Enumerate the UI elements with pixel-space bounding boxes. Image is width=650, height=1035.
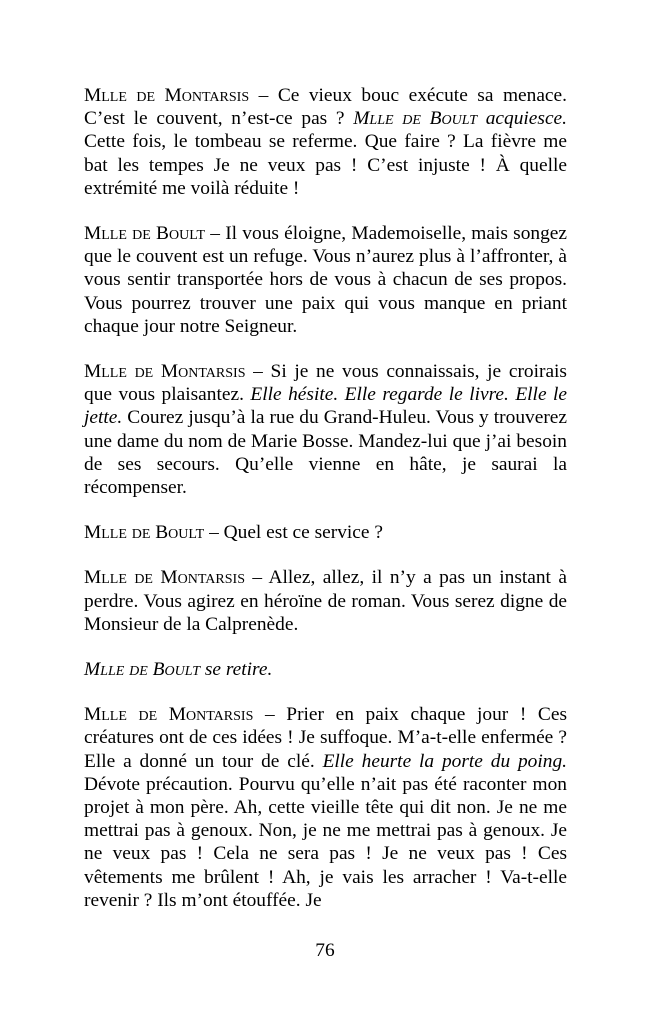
stage-direction: Elle heurte la porte du poing.	[322, 750, 568, 772]
stage-direction: acquiesce.	[477, 108, 568, 130]
paragraph	[84, 703, 567, 912]
speaker-separator: –	[249, 85, 278, 106]
stage-direction-name: Mlle de Boult	[84, 659, 200, 681]
stage-direction: Elle hésite. Elle regarde le livre. Elle le jette.	[84, 384, 568, 429]
text-block	[84, 84, 567, 934]
speaker-separator: –	[245, 361, 271, 383]
speaker-name: Mlle de Montarsis	[84, 361, 246, 383]
dialogue-text: Ce vieux bouc exécute sa menace. C’est le couvent, n’est-ce pas ?	[84, 85, 567, 130]
stage-direction: se retire.	[200, 659, 273, 681]
speaker-name: Mlle de Montarsis	[84, 567, 245, 589]
stage-direction-name: Mlle de Boult	[353, 108, 477, 130]
speaker-separator: –	[253, 704, 287, 726]
speaker-separator: –	[245, 567, 269, 589]
speaker-name: Mlle de Montarsis	[84, 704, 254, 726]
speaker-separator: –	[204, 522, 224, 544]
speaker-name: Mlle de Boult	[84, 223, 206, 245]
speaker-name: Mlle de Montarsis	[84, 85, 250, 106]
paragraph	[84, 658, 567, 681]
dialogue-text: Quel est ce service ?	[223, 522, 383, 544]
dialogue-text: Courez jusqu’à la rue du Grand-Huleu. Vous y trouverez une dame du nom de Marie Bosse. Mandez-lui que j’ai besoin de ses secours. Qu’elle vienne en hâte, je saurai la récompenser.	[84, 407, 567, 499]
paragraph	[84, 84, 567, 200]
dialogue-text: Cette fois, le tombeau se referme. Que faire ? La fièvre me bat les tempes Je ne veux pas ! C’est injuste ! À quelle extrémité me voilà réduite !	[84, 131, 567, 199]
dialogue-text: Il vous éloigne, Mademoiselle, mais songez que le couvent est un refuge. Vous n’aurez plus à l’affronter, à vous sentir transportée hors de vous à chacun de ses propos. Vous pourrez trouver une paix qui vous manque en priant chaque jour notre Seigneur.	[84, 223, 567, 337]
paragraph	[84, 566, 567, 636]
dialogue-text: Si je ne vous connaissais, je croirais que vous plaisantez.	[84, 361, 567, 406]
paragraph	[84, 521, 567, 544]
page-number: 76	[315, 940, 335, 961]
speaker-separator: –	[205, 223, 226, 245]
dialogue-text: Prier en paix chaque jour ! Ces créatures ont de ces idées ! Je suffoque. M’a-t-elle enfermée ? Elle a donné un tour de clé.	[84, 704, 567, 772]
paragraph	[84, 360, 567, 499]
paragraph	[84, 222, 567, 338]
dialogue-text: Allez, allez, il n’y a pas un instant à perdre. Vous agirez en héroïne de roman. Vous serez digne de Monsieur de la Calprenède.	[84, 567, 567, 635]
dialogue-text: Dévote précaution. Pourvu qu’elle n’ait pas été raconter mon projet à mon père. Ah, cette vieille tête qui dit non. Je ne me mettrai pas à genoux. Non, je ne me mettrai pas à genoux. Je ne veux pas ! Cela ne sera pas ! Je ne veux pas ! Ces vêtements me brûlent ! Ah, je vais les arracher ! Va-t-elle revenir ? Ils m’ont étouffée. Je	[84, 773, 567, 911]
speaker-name: Mlle de Boult	[84, 522, 205, 544]
